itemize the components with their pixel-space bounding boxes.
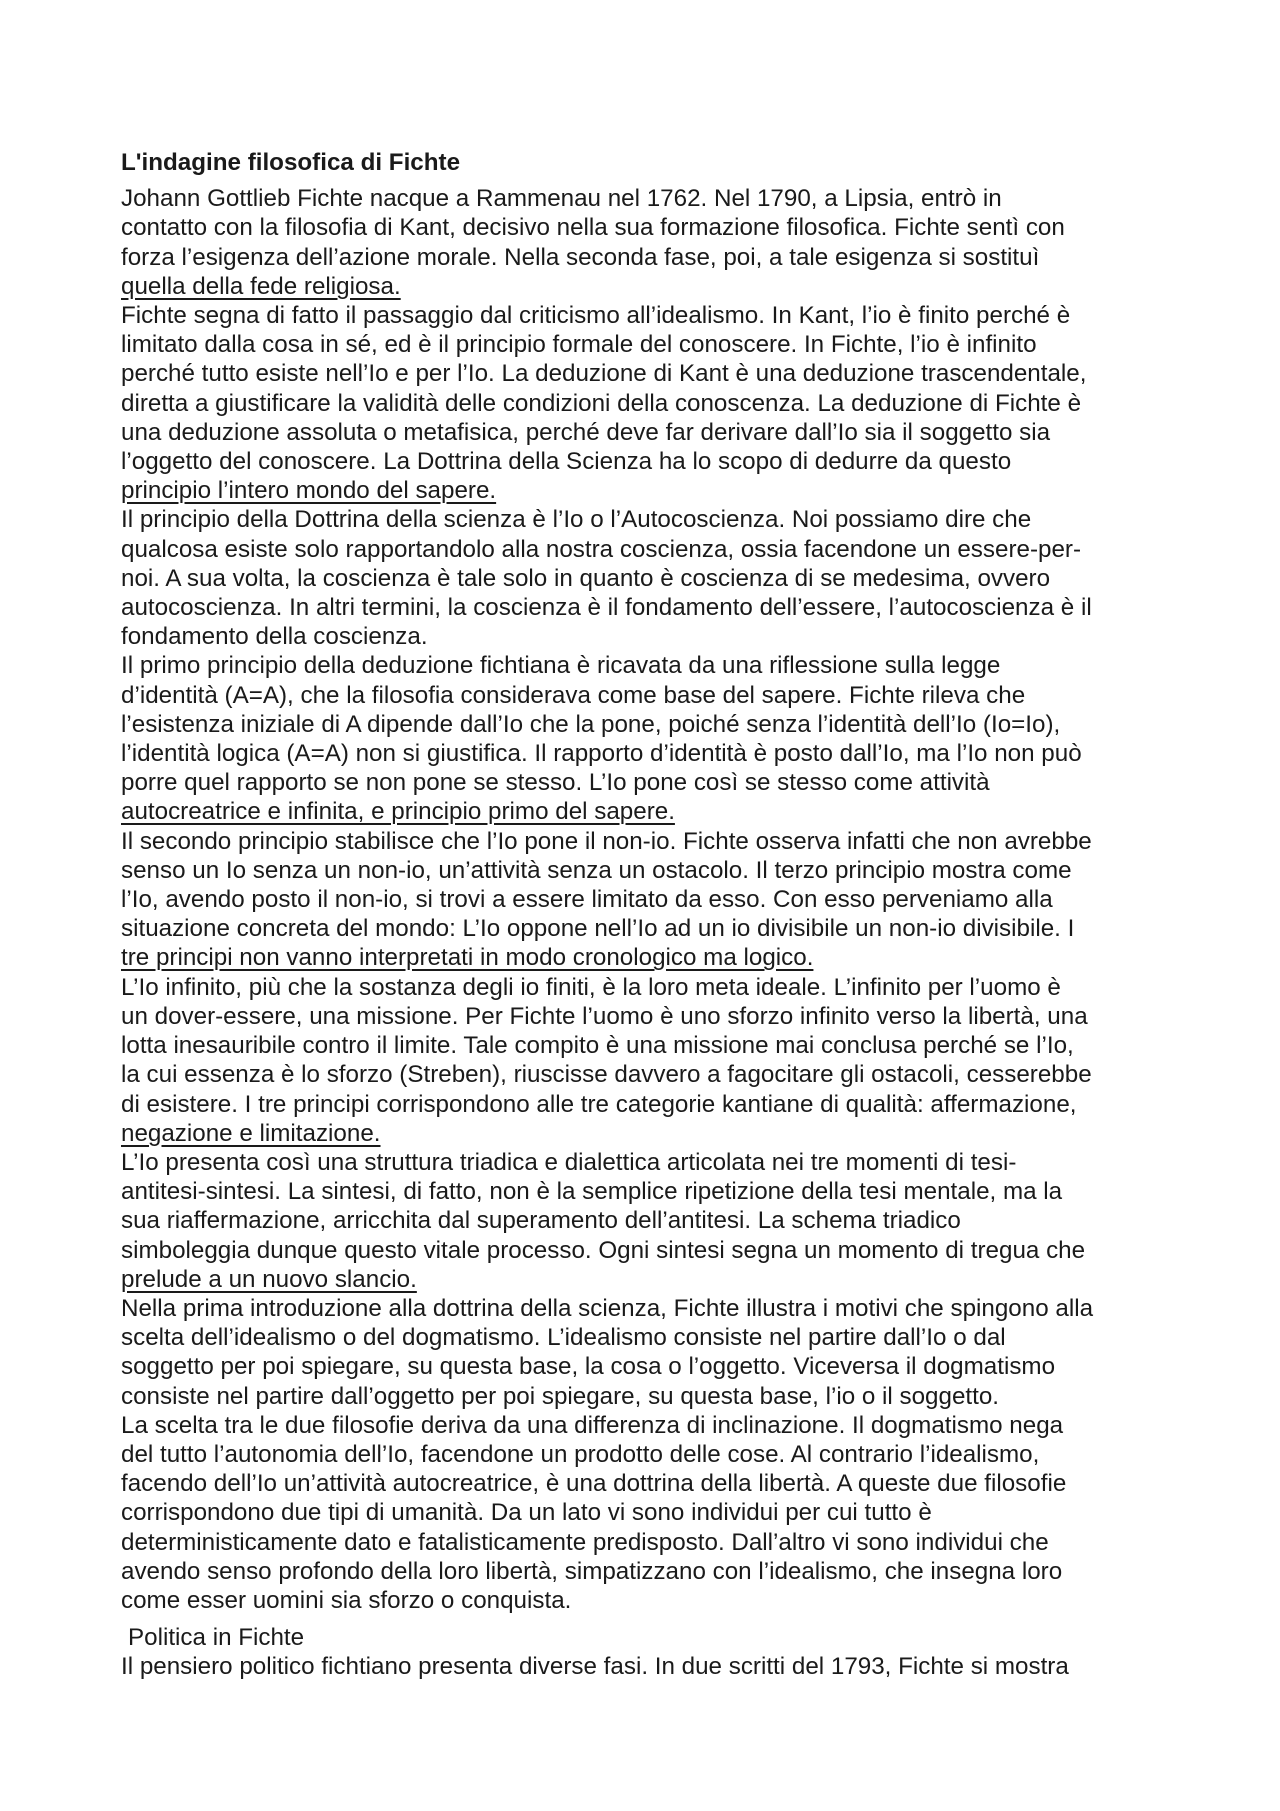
paragraph bbox=[121, 1294, 1171, 1411]
paragraph bbox=[121, 827, 1171, 973]
text-line: Il primo principio della deduzione fichtiana è ricavata da una riflessione sulla legge bbox=[121, 652, 1001, 680]
text-line: soggetto per poi spiegare, su questa base, la cosa o l’oggetto. Viceversa il dogmatismo bbox=[121, 1353, 1056, 1381]
paragraph bbox=[121, 1411, 1171, 1615]
text-line: avendo senso profondo della loro libertà, simpatizzano con l’idealismo, che insegna loro bbox=[121, 1557, 1063, 1585]
text-line: Johann Gottlieb Fichte nacque a Rammenau nel 1762. Nel 1790, a Lipsia, entrò in bbox=[121, 185, 1002, 213]
underlined-text-line: negazione e limitazione. bbox=[121, 1119, 381, 1147]
text-line: l’esistenza iniziale di A dipende dall’Io che la pone, poiché senza l’identità dell’Io (Io=Io), bbox=[121, 710, 1061, 738]
text-line: Il secondo principio stabilisce che l’Io pone il non-io. Fichte osserva infatti che non avrebbe bbox=[121, 827, 1092, 855]
text-line: del tutto l’autonomia dell’Io, facendone un prodotto delle cose. Al contrario l’idealismo, bbox=[121, 1440, 1040, 1468]
text-line: contatto con la filosofia di Kant, decisivo nella sua formazione filosofica. Fichte sentì con bbox=[121, 214, 1065, 242]
paragraph bbox=[121, 184, 1171, 301]
text-line: l’oggetto del conoscere. La Dottrina della Scienza ha lo scopo di dedurre da questo bbox=[121, 448, 1012, 476]
text-line: sua riaffermazione, arricchita dal superamento dell’antitesi. La schema triadico bbox=[121, 1207, 961, 1235]
text-line: La scelta tra le due filosofie deriva da una differenza di inclinazione. Il dogmatismo nega bbox=[121, 1411, 1064, 1439]
text-line: diretta a giustificare la validità delle condizioni della conoscenza. La deduzione di Fichte è bbox=[121, 389, 1082, 417]
text-line: Nella prima introduzione alla dottrina della scienza, Fichte illustra i motivi che spingono alla bbox=[121, 1294, 1094, 1322]
paragraph bbox=[121, 1148, 1171, 1294]
text-line: limitato dalla cosa in sé, ed è il principio formale del conoscere. In Fichte, l’io è infinito bbox=[121, 331, 1037, 359]
text-line: forza l’esigenza dell’azione morale. Nella seconda fase, poi, a tale esigenza si sostituì bbox=[121, 243, 1040, 271]
text-line: noi. A sua volta, la coscienza è tale solo in quanto è coscienza di se medesima, ovvero bbox=[121, 564, 1051, 592]
paragraph bbox=[121, 301, 1171, 505]
text-line: una deduzione assoluta o metafisica, perché deve far derivare dall’Io sia il soggetto sia bbox=[121, 418, 1051, 446]
underlined-text-line: quella della fede religiosa. bbox=[121, 272, 401, 300]
text-line: Fichte segna di fatto il passaggio dal criticismo all’idealismo. In Kant, l’io è finito perché è bbox=[121, 302, 1071, 330]
text-line: qualcosa esiste solo rapportandolo alla nostra coscienza, ossia facendone un essere-per- bbox=[121, 535, 1082, 563]
paragraph bbox=[121, 651, 1171, 826]
text-line: come esser uomini sia sforzo o conquista. bbox=[121, 1586, 572, 1614]
paragraph bbox=[121, 973, 1171, 1148]
text-line: lotta inesauribile contro il limite. Tale compito è una missione mai conclusa perché se l’Io, bbox=[121, 1032, 1074, 1060]
paragraph bbox=[121, 505, 1171, 651]
text-line: senso un Io senza un non-io, un’attività senza un ostacolo. Il terzo principio mostra come bbox=[121, 856, 1072, 884]
text-line: situazione concreta del mondo: L’Io oppone nell’Io ad un io divisibile un non-io divisibile. I bbox=[121, 915, 1075, 943]
text-line: deterministicamente dato e fatalisticamente predisposto. Dall’altro vi sono individui che bbox=[121, 1528, 1049, 1556]
text-line: l’Io, avendo posto il non-io, si trovi a essere limitato da esso. Con esso perveniamo alla bbox=[121, 886, 1053, 914]
section-title: Politica in Fichte bbox=[128, 1624, 305, 1652]
text-line: la cui essenza è lo sforzo (Streben), riuscisse davvero a fagocitare gli ostacoli, cesserebbe bbox=[121, 1061, 1092, 1089]
text-line: Il principio della Dottrina della scienza è l’Io o l’Autocoscienza. Noi possiamo dire che bbox=[121, 506, 1032, 534]
text-line: antitesi-sintesi. La sintesi, di fatto, non è la semplice ripetizione della tesi mentale, ma la bbox=[121, 1178, 1063, 1206]
section-paragraph bbox=[121, 1652, 1171, 1681]
text-line: simboleggia dunque questo vitale processo. Ogni sintesi segna un momento di tregua che bbox=[121, 1236, 1086, 1264]
text-line: l’identità logica (A=A) non si giustifica. Il rapporto d’identità è posto dall’Io, ma l’Io non può bbox=[121, 740, 1082, 768]
paragraph-container bbox=[121, 184, 1171, 1615]
text-line: L’Io infinito, più che la sostanza degli io finiti, è la loro meta ideale. L’infinito per l’uomo è bbox=[121, 973, 1061, 1001]
text-line: scelta dell’idealismo o del dogmatismo. L’idealismo consiste nel partire dall’Io o dal bbox=[121, 1324, 1006, 1352]
underlined-text-line: prelude a un nuovo slancio. bbox=[121, 1265, 417, 1293]
text-line: perché tutto esiste nell’Io e per l’Io. La deduzione di Kant è una deduzione trascendentale, bbox=[121, 360, 1087, 388]
text-line: autocoscienza. In altri termini, la coscienza è il fondamento dell’essere, l’autocoscienza è il bbox=[121, 594, 1092, 622]
text-line: L’Io presenta così una struttura triadica e dialettica articolata nei tre momenti di tesi- bbox=[121, 1148, 1017, 1176]
text-line: Il pensiero politico fichtiano presenta diverse fasi. In due scritti del 1793, Fichte si mostra bbox=[121, 1653, 1069, 1681]
text-line: di esistere. I tre principi corrispondono alle tre categorie kantiane di qualità: affermazione, bbox=[121, 1090, 1077, 1118]
underlined-text-line: autocreatrice e infinita, e principio primo del sapere. bbox=[121, 798, 675, 826]
document-title: L'indagine filosofica di Fichte bbox=[121, 149, 461, 176]
text-line: facendo dell’Io un’attività autocreatrice, è una dottrina della libertà. A queste due filosofie bbox=[121, 1470, 1067, 1498]
document-body bbox=[121, 148, 1171, 1682]
text-line: un dover-essere, una missione. Per Fichte l’uomo è uno sforzo infinito verso la libertà, una bbox=[121, 1002, 1088, 1030]
text-line: corrispondono due tipi di umanità. Da un lato vi sono individui per cui tutto è bbox=[121, 1499, 932, 1527]
text-line: fondamento della coscienza. bbox=[121, 623, 428, 651]
text-line: consiste nel partire dall’oggetto per poi spiegare, su questa base, l’io o il soggetto. bbox=[121, 1382, 1000, 1410]
text-line: d’identità (A=A), che la filosofia considerava come base del sapere. Fichte rileva che bbox=[121, 681, 1026, 709]
underlined-text-line: tre principi non vanno interpretati in modo cronologico ma logico. bbox=[121, 944, 814, 972]
text-line: porre quel rapporto se non pone se stesso. L’Io pone così se stesso come attività bbox=[121, 769, 990, 797]
underlined-text-line: principio l’intero mondo del sapere. bbox=[121, 477, 497, 505]
